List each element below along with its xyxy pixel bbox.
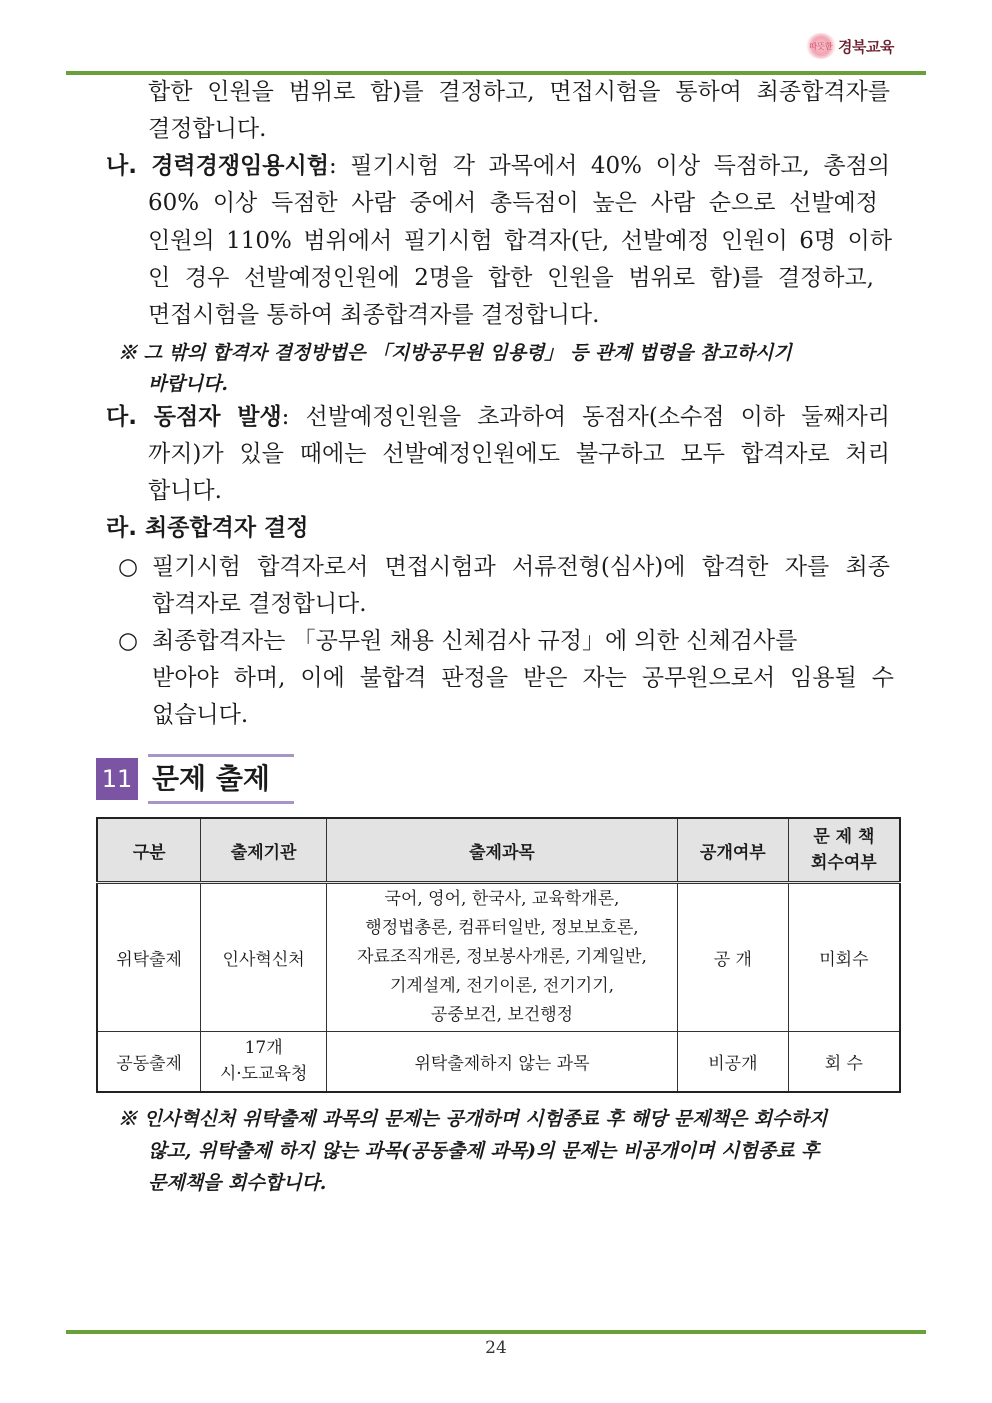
item-da-line-2: 까지)가 있을 때에는 선발예정인원에도 불구하고 모두 합격자로 처리 (148, 441, 890, 467)
bullet-2-line-1: 최종합격자는 「공무원 채용 신체검사 규정」에 의한 신체검사를 (152, 628, 798, 654)
cell-booklet: 회 수 (788, 1032, 900, 1092)
top-rule (66, 71, 926, 75)
header-booklet-line-1: 문 제 책 (813, 827, 875, 847)
item-na-line-5: 면접시험을 통하여 최종합격자를 결정합니다. (148, 302, 600, 328)
item-na-line-1-text: : 필기시험 각 과목에서 40% 이상 득점하고, 총점의 (328, 153, 890, 179)
logo-mark-text: 따뜻한 (809, 41, 833, 51)
cell-booklet: 미회수 (788, 883, 900, 1032)
item-na-line-3: 인원의 110% 범위에서 필기시험 합격자(단, 선발예정 인원이 6명 이하 (148, 228, 892, 254)
bullet-1-icon: ○ (118, 554, 139, 580)
agency-line-2: 시·도교육청 (219, 1064, 308, 1085)
logo-text: 경북교육 (838, 37, 894, 56)
bottom-rule (66, 1330, 926, 1334)
subjects-line: 행정법총론, 컴퓨터일반, 정보보호론, (365, 918, 639, 938)
header-booklet (788, 818, 900, 883)
note-1-line-2: 바랍니다. (148, 373, 229, 395)
header-booklet-line-2: 회수여부 (811, 853, 877, 873)
page-number: 24 (485, 1338, 507, 1358)
bullet-2-icon: ○ (118, 628, 139, 654)
item-ra-label: 라. 최종합격자 결정 (106, 515, 309, 541)
cell-agency: 인사혁신처 (201, 883, 327, 1032)
cont-line-2: 결정합니다. (148, 116, 267, 142)
cell-agency (201, 1032, 327, 1092)
note-1-line-1: ※ 그 밖의 합격자 결정방법은 「지방공무원 임용령」 등 관계 법령을 참고하시기 (118, 342, 792, 364)
note-2-line-1: ※ 인사혁신처 위탁출제 과목의 문제는 공개하며 시험종료 후 해당 문제책은 회수하지 (118, 1108, 828, 1130)
note-2-line-2: 않고, 위탁출제 하지 않는 과목(공동출제 과목)의 문제는 비공개이며 시험종료 후 (148, 1140, 820, 1162)
cell-category: 위탁출제 (97, 883, 201, 1032)
note-2-line-3: 문제책을 회수합니다. (148, 1172, 327, 1194)
header-subjects: 출제과목 (326, 818, 677, 883)
item-na-label: 나. 경력경쟁임용시험 (106, 153, 329, 179)
item-na-line-2: 60% 이상 득점한 사람 중에서 총득점이 높은 사람 순으로 선발예정 (148, 190, 878, 216)
cell-subjects (326, 883, 677, 1032)
bullet-2-line-2: 받아야 하며, 이에 불합격 판정을 받은 자는 공무원으로서 임용될 수 (152, 665, 894, 691)
cell-disclosure: 비공개 (678, 1032, 789, 1092)
logo-flower-icon (806, 33, 836, 59)
exam-table (96, 817, 901, 1093)
table-header-row (97, 818, 900, 883)
item-da-line-1 (106, 402, 890, 432)
bullet-1-line-2: 합격자로 결정합니다. (152, 591, 367, 617)
section-title: 문제 출제 (148, 754, 294, 804)
table-row (97, 1032, 900, 1092)
item-da-label: 다. 동점자 발생 (106, 404, 282, 430)
subjects-line: 공중보건, 보건행정 (430, 1005, 574, 1025)
item-da-line-3: 합니다. (148, 478, 222, 504)
cont-line-1: 합한 인원을 범위로 함)를 결정하고, 면접시험을 통하여 최종합격자를 (148, 79, 890, 105)
section-number: 11 (96, 758, 138, 800)
header-disclosure: 공개여부 (678, 818, 789, 883)
subjects-line: 기계설계, 전기이론, 전기기기, (389, 976, 615, 996)
header-logo (806, 30, 894, 62)
bullet-2-line-3: 없습니다. (152, 702, 249, 728)
cell-category: 공동출제 (97, 1032, 201, 1092)
agency-line-1: 17개 (244, 1038, 283, 1059)
subjects-line: 국어, 영어, 한국사, 교육학개론, (384, 889, 620, 909)
cell-disclosure: 공 개 (678, 883, 789, 1032)
item-na-line-1 (106, 151, 890, 181)
header-category: 구분 (97, 818, 201, 883)
header-agency: 출제기관 (201, 818, 327, 883)
subjects-line: 자료조직개론, 정보봉사개론, 기계일반, (357, 947, 647, 967)
item-na-line-4: 인 경우 선발예정인원에 2명을 합한 인원을 범위로 함)를 결정하고, (148, 265, 874, 291)
item-da-line-1-text: : 선발예정인원을 초과하여 동점자(소수점 이하 둘째자리 (281, 404, 890, 430)
table-row (97, 883, 900, 1032)
cell-subjects: 위탁출제하지 않는 과목 (326, 1032, 677, 1092)
bullet-1-line-1: 필기시험 합격자로서 면접시험과 서류전형(심사)에 합격한 자를 최종 (152, 554, 890, 580)
